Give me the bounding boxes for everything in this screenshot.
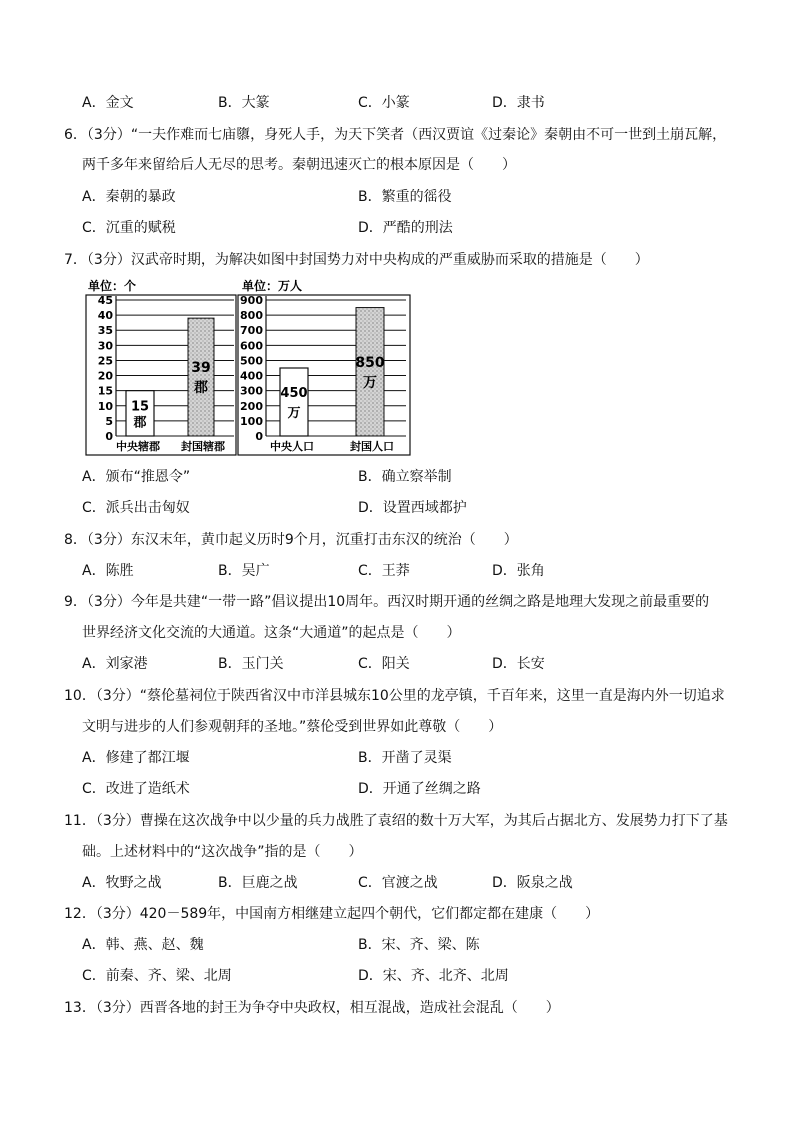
right-bar2-unit-label: 万 xyxy=(363,374,377,391)
q11-stem-line2: 础。上述材料中的“这次战争”指的是（ ） xyxy=(82,844,363,860)
q5-option-b: B．大篆 xyxy=(218,95,270,111)
q9-stem-line2: 世界经济文化交流的大通道。这条“大通道”的起点是（ ） xyxy=(82,625,461,641)
left-category-central: 中央辖郡 xyxy=(116,440,160,453)
right-bar1-unit-label: 万 xyxy=(287,406,301,421)
q12-stem-line1: 12．（3分）420－589年，中国南方相继建立起四个朝代，它们都定都在建康（ ） xyxy=(64,906,600,922)
q9-option-c: C．阳关 xyxy=(358,656,410,672)
q10-stem-line1: 10．（3分）“蔡伦墓祠位于陕西省汉中市洋县城东10公里的龙亭镇，千百年来，这里一直是海内外一切追求 xyxy=(64,688,725,704)
q7-bar-charts xyxy=(84,278,414,458)
y-tick-label: 20 xyxy=(97,369,113,383)
q9-option-a: A．刘家港 xyxy=(82,656,148,672)
q9-option-d: D．长安 xyxy=(492,656,545,672)
q7-option-a: A．颁布“推恩令” xyxy=(82,469,191,485)
y-tick-label: 35 xyxy=(97,324,113,338)
left-category-fief: 封国辖郡 xyxy=(181,440,225,453)
q11-option-d: D．阪泉之战 xyxy=(492,875,573,891)
q6-option-c: C．沉重的赋税 xyxy=(82,220,176,236)
left-bar1-value-label: 15 xyxy=(130,399,150,415)
q7-option-b: B．确立察举制 xyxy=(358,469,452,485)
q11-option-b: B．巨鹿之战 xyxy=(218,875,298,891)
right-bar2-value-label: 850 xyxy=(355,354,385,371)
right-bar-fief-population xyxy=(356,308,384,436)
q9-stem-line1: 9．（3分）今年是共建“一带一路”倡议提出10周年。西汉时期开通的丝绸之路是地理大发现之前最重要的 xyxy=(64,594,710,610)
left-bar1-unit-label: 郡 xyxy=(133,415,147,431)
q6-stem-line1: 6．（3分）“一夫作难而七庙隳，身死人手，为天下笑者（西汉贾谊《过秦论》秦朝由不可一世到土崩瓦解， xyxy=(64,127,727,143)
left-chart-unit: 单位：个 xyxy=(88,279,137,293)
y-tick-label: 15 xyxy=(97,384,113,398)
left-bar2-unit-label: 郡 xyxy=(194,380,208,397)
q7-option-d: D．设置西域都护 xyxy=(358,500,467,516)
q12-option-d: D．宋、齐、北齐、北周 xyxy=(358,968,509,984)
q12-option-c: C．前秦、齐、梁、北周 xyxy=(82,968,232,984)
y-tick-label: 800 xyxy=(240,309,263,323)
y-tick-label: 5 xyxy=(105,414,113,428)
q6-option-d: D．严酷的刑法 xyxy=(358,220,453,236)
y-tick-label: 500 xyxy=(240,354,263,368)
q11-stem-line1: 11．（3分）曹操在这次战争中以少量的兵力战胜了袁绍的数十万大军，为其后占据北方、发展势力打下了基 xyxy=(64,813,728,829)
y-tick-label: 25 xyxy=(97,354,113,368)
y-tick-label: 900 xyxy=(240,294,263,307)
y-tick-label: 30 xyxy=(97,339,113,353)
q8-stem-line1: 8．（3分）东汉末年，黄巾起义历时9个月，沉重打击东汉的统治（ ） xyxy=(64,532,518,548)
left-bar-fief-commanderies xyxy=(188,318,214,436)
y-tick-label: 0 xyxy=(105,430,113,443)
q10-option-b: B．开凿了灵渠 xyxy=(358,750,452,766)
right-bar1-value-label: 450 xyxy=(280,386,308,401)
right-category-central: 中央人口 xyxy=(270,440,314,453)
y-tick-label: 600 xyxy=(240,339,263,353)
q10-stem-line2: 文明与进步的人们参观朝拜的圣地。”蔡伦受到世界如此尊敬（ ） xyxy=(82,719,503,735)
q6-option-a: A．秦朝的暴政 xyxy=(82,189,176,205)
y-tick-label: 10 xyxy=(97,399,113,413)
q11-option-c: C．官渡之战 xyxy=(358,875,438,891)
q8-option-d: D．张角 xyxy=(492,563,545,579)
y-tick-label: 0 xyxy=(255,430,263,443)
q10-option-c: C．改进了造纸术 xyxy=(82,781,190,797)
q8-option-c: C．王莽 xyxy=(358,563,410,579)
right-bar-central-population xyxy=(280,368,308,436)
q9-option-b: B．玉门关 xyxy=(218,656,284,672)
q6-option-b: B．繁重的徭役 xyxy=(358,189,452,205)
right-chart-y-ticks xyxy=(240,294,263,443)
y-tick-label: 100 xyxy=(240,414,263,428)
q6-stem-line2: 两千多年来留给后人无尽的思考。秦朝迅速灭亡的根本原因是（ ） xyxy=(82,157,516,173)
y-tick-label: 700 xyxy=(240,324,263,338)
right-category-fief: 封国人口 xyxy=(350,440,394,453)
q10-option-a: A．修建了都江堰 xyxy=(82,750,190,766)
q5-option-c: C．小篆 xyxy=(358,95,410,111)
q8-option-b: B．吴广 xyxy=(218,563,270,579)
q12-option-b: B．宋、齐、梁、陈 xyxy=(358,937,480,953)
q8-option-a: A．陈胜 xyxy=(82,563,134,579)
q10-option-d: D．开通了丝绸之路 xyxy=(358,781,481,797)
q5-option-a: A．金文 xyxy=(82,95,134,111)
right-chart-unit: 单位：万人 xyxy=(242,279,303,293)
y-tick-label: 300 xyxy=(240,384,263,398)
q11-option-a: A．牧野之战 xyxy=(82,875,162,891)
q7-option-c: C．派兵出击匈奴 xyxy=(82,500,190,516)
y-tick-label: 400 xyxy=(240,369,263,383)
left-bar2-value-label: 39 xyxy=(191,360,211,377)
q7-stem-line1: 7．（3分）汉武帝时期，为解决如图中封国势力对中央构成的严重威胁而采取的措施是（ ） xyxy=(64,252,649,268)
left-chart-y-ticks xyxy=(98,294,114,443)
y-tick-label: 45 xyxy=(97,294,113,307)
y-tick-label: 200 xyxy=(240,399,263,413)
q5-option-d: D．隶书 xyxy=(492,95,545,111)
y-tick-label: 40 xyxy=(97,309,113,323)
q13-stem-line1: 13．（3分）西晋各地的封王为争夺中央政权，相互混战，造成社会混乱（ ） xyxy=(64,1000,560,1016)
q12-option-a: A．韩、燕、赵、魏 xyxy=(82,937,204,953)
